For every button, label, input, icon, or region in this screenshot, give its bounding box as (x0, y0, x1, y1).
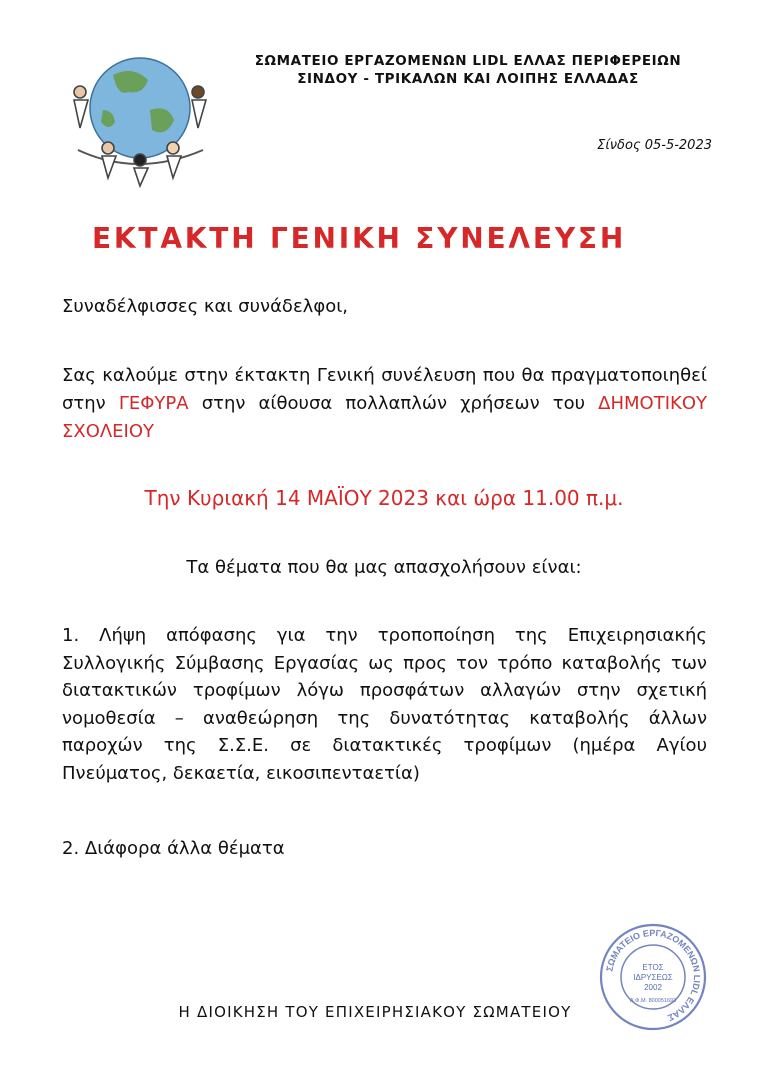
venue-name: ΔΗΜΟΤΙΚΟΥ ΣΧΟΛΕΙΟΥ (62, 393, 707, 442)
place-name: ΓΕΦΥΡΑ (118, 393, 189, 414)
meeting-datetime: Την Κυριακή 14 ΜΑΪΟΥ 2023 και ώρα 11.00 π.μ. (144, 486, 624, 510)
svg-text:Α.Φ.Μ. 800051693: Α.Φ.Μ. 800051693 (629, 998, 677, 1004)
svg-text:ΣΩΜΑΤΕΙΟ ΕΡΓΑΖΟΜΕΝΩΝ LIDL ΕΛΛΑ: ΣΩΜΑΤΕΙΟ ΕΡΓΑΖΟΜΕΝΩΝ LIDL ΕΛΛΑΣ (604, 927, 703, 1023)
page-title: ΕΚΤΑΚΤΗ ΓΕΝΙΚΗ ΣΥΝΕΛΕΥΣΗ (92, 222, 627, 255)
invitation-text-1: Σας καλούμε στην έκτακτη Γενική συνέλευση που θα πραγματοποιηθεί στην (62, 365, 707, 414)
agenda-item: 2. Διάφορα άλλα θέματα (62, 838, 285, 859)
svg-text:2002: 2002 (644, 983, 662, 992)
org-name-line-1: ΣΩΜΑΤΕΙΟ ΕΡΓΑΖΟΜΕΝΩΝ LIDL ΕΛΛΑΣ ΠΕΡΙΦΕΡΕΙΩΝ (254, 53, 682, 69)
invitation-paragraph (62, 362, 707, 446)
org-name-line-2: ΣΙΝΔΟΥ - ΤΡΙΚΑΛΩΝ ΚΑΙ ΛΟΙΠΗΣ ΕΛΛΑΔΑΣ (297, 71, 639, 87)
agenda-item: 1. Λήψη απόφασης για την τροποποίηση της Επιχειρησιακής Συλλογικής Σύμβασης Εργασίας ως προς τον τρόπο καταβολής των διατακτικών τροφίμων λόγω προσφάτων αλλαγών στην σχετική νομοθεσία – αναθεώρηση της δυνατότητας καταβολής άλλων παροχών της Σ.Σ.Ε. σε διατακτικές τροφίμων (ημέρα Αγίου Πνεύματος, δεκαετία, εικοσιπενταετία) (62, 625, 707, 784)
globe-children-logo-icon (58, 40, 218, 190)
signature-footer: Η ΔΙΟΙΚΗΣΗ ΤΟΥ ΕΠΙΧΕΙΡΗΣΙΑΚΟΥ ΣΩΜΑΤΕΙΟΥ (178, 1003, 572, 1021)
greeting: Συναδέλφισσες και συνάδελφοι, (62, 296, 349, 317)
union-seal-stamp-icon (598, 922, 708, 1032)
svg-text:ΕΤΟΣ: ΕΤΟΣ (642, 963, 664, 972)
svg-text:ΙΔΡΥΣΕΩΣ: ΙΔΡΥΣΕΩΣ (633, 973, 673, 982)
invitation-text-2: στην αίθουσα πολλαπλών χρήσεων του (188, 393, 599, 414)
document-date: Σίνδος 05-5-2023 (597, 138, 712, 153)
topics-intro: Τα θέματα που θα μας απασχολήσουν είναι: (186, 557, 582, 578)
